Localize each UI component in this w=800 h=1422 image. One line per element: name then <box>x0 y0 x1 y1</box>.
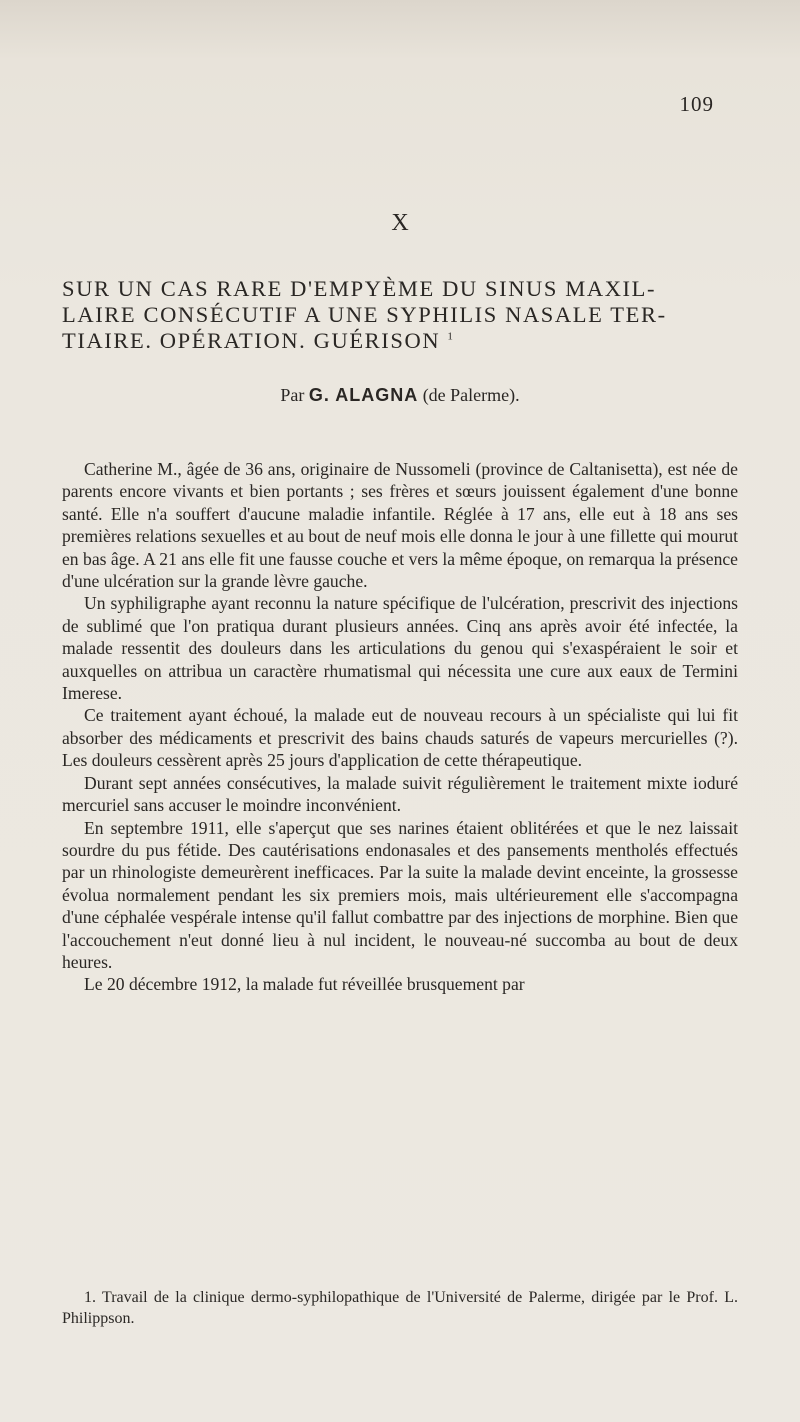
footnote-marker: 1 <box>447 330 455 343</box>
footnote: 1. Travail de la clinique dermo-syphilopathique de l'Université de Palerme, dirigée par le Prof. L. Philippson. <box>62 1289 738 1327</box>
title-line-3 <box>62 328 742 354</box>
title-line-2: LAIRE CONSÉCUTIF A UNE SYPHILIS NASALE TER- <box>62 302 667 327</box>
paragraph: Durant sept années consécutives, la malade suivit régulièrement le traitement mixte ioduré mercuriel sans accuser le moindre inconvénient. <box>62 772 738 816</box>
author-suffix: (de Palerme). <box>422 385 520 405</box>
chapter-numeral: X <box>391 210 409 236</box>
article-title <box>62 276 742 354</box>
author-line <box>0 385 800 406</box>
paragraph: Un syphiligraphe ayant reconnu la nature spécifique de l'ulcération, prescrivit des injections de sublimé que l'on pratiqua durant plusieurs années. Cinq ans après avoir été infectée, la malade ressentit des douleurs dans les articulations du genou qui s'exaspéraient le soir et auxquelles on attribua un caractère rhumatismal qui nécessita une cure aux eaux de Termini Imerese. <box>62 593 738 704</box>
body-text <box>62 458 738 996</box>
page-number: 109 <box>679 92 714 116</box>
paragraph: En septembre 1911, elle s'aperçut que ses narines étaient oblitérées et que le nez laissait sourdre du pus fétide. Des cautérisations endonasales et des pansements mentholés effectués par un rhinologiste demeurèrent inefficaces. Par la suite la malade devint enceinte, la grossesse évolua normalement pendant les six premiers mois, mais ultérieurement elle s'accompagna d'une céphalée vespérale intense qu'il fallut combattre par des injections de morphine. Bien que l'accouchement n'eut donné lieu à nul incident, le nouveau-né succomba au bout de deux heures. <box>62 817 738 972</box>
author-name: G. ALAGNA <box>308 385 419 405</box>
title-line-1: SUR UN CAS RARE D'EMPYÈME DU SINUS MAXIL- <box>62 276 657 301</box>
paragraph: Catherine M., âgée de 36 ans, originaire de Nussomeli (province de Caltanisetta), est née de parents encore vivants et bien portants ; ses frères et sœurs jouissent également d'une bonne santé. Elle n'a souffert d'aucune maladie infantile. Réglée à 17 ans, elle eut à 18 ans ses premières relations sexuelles et au bout de neuf mois elle donna le jour à une fillette qui mourut en bas âge. A 21 ans elle fit une fausse couche et vers la même époque, on remarqua la présence d'une ulcération sur la grande lèvre gauche. <box>62 459 738 592</box>
paragraph: Le 20 décembre 1912, la malade fut réveillée brusquement par <box>84 974 525 995</box>
title-line-3-text: TIAIRE. OPÉRATION. GUÉRISON <box>62 328 441 353</box>
paragraph: Ce traitement ayant échoué, la malade eut de nouveau recours à un spécialiste qui lui fit absorber des médicaments et prescrivit des bains chauds saturés de vapeurs mercurielles (?). Les douleurs cessèrent après 25 jours d'application de cette thérapeutique. <box>62 705 738 771</box>
author-prefix: Par <box>280 385 305 405</box>
